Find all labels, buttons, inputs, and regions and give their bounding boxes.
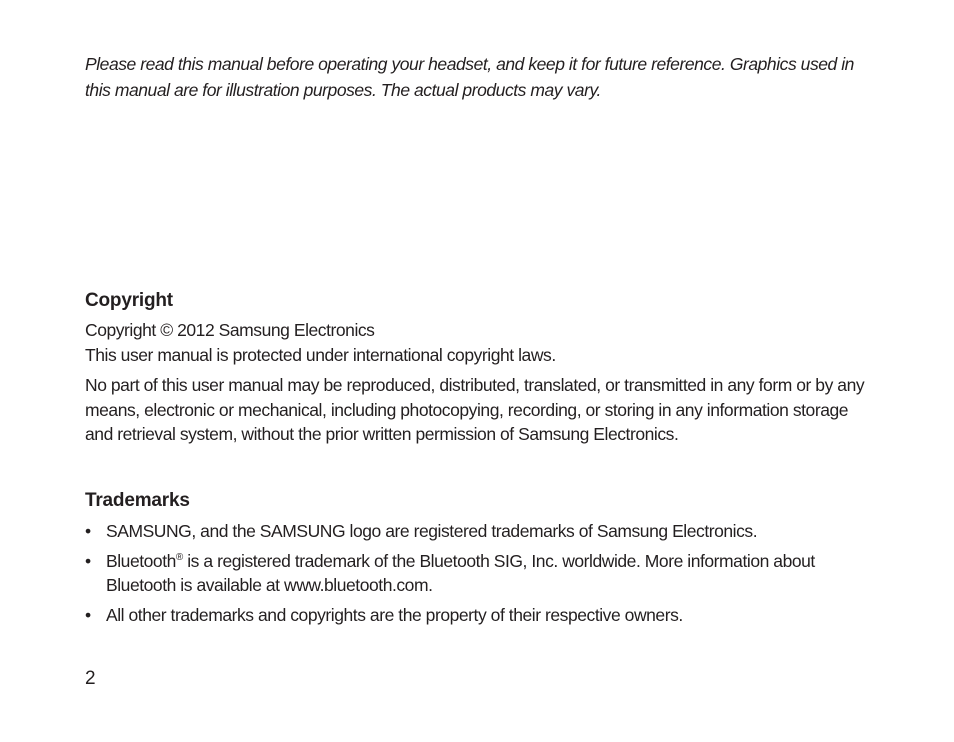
copyright-line-2: This user manual is protected under international copyright laws. — [85, 344, 556, 365]
trademarks-section — [85, 489, 875, 632]
copyright-section — [85, 289, 875, 447]
trademarks-heading: Trademarks — [85, 490, 190, 511]
list-item — [85, 519, 875, 544]
copyright-paragraph: No part of this user manual may be reproduced, distributed, translated, or transmitted in any form or by any means, electronic or mechanical, including photocopying, recording, or storing in any information storage and retrieval system, without the prior written permission of Samsung Electronics. — [85, 375, 865, 444]
list-item — [85, 603, 875, 628]
bullet-icon: • — [85, 604, 91, 625]
trademark-prefix: Bluetooth — [106, 550, 176, 571]
copyright-heading: Copyright — [85, 290, 173, 311]
bullet-icon: • — [85, 521, 91, 541]
trademark-text: SAMSUNG, and the SAMSUNG logo are registered trademarks of Samsung Electronics. — [106, 521, 758, 541]
trademark-text: All other trademarks and copyrights are the property of their respective owners. — [106, 604, 683, 625]
page-number: 2 — [85, 668, 96, 689]
registered-mark: ® — [175, 551, 183, 563]
intro-notice: Please read this manual before operating your headset, and keep it for future reference. Graphics used in this manual are for illustration purposes. The actual products may vary. — [85, 54, 854, 100]
bullet-icon: • — [85, 550, 91, 571]
manual-page — [85, 0, 875, 742]
trademarks-list — [85, 519, 875, 627]
list-item — [85, 549, 875, 598]
trademark-text: is a registered trademark of the Bluetooth SIG, Inc. worldwide. More information about Bluetooth is available at www.bluetooth.com. — [106, 550, 815, 595]
copyright-line-1: Copyright © 2012 Samsung Electronics — [85, 320, 375, 340]
